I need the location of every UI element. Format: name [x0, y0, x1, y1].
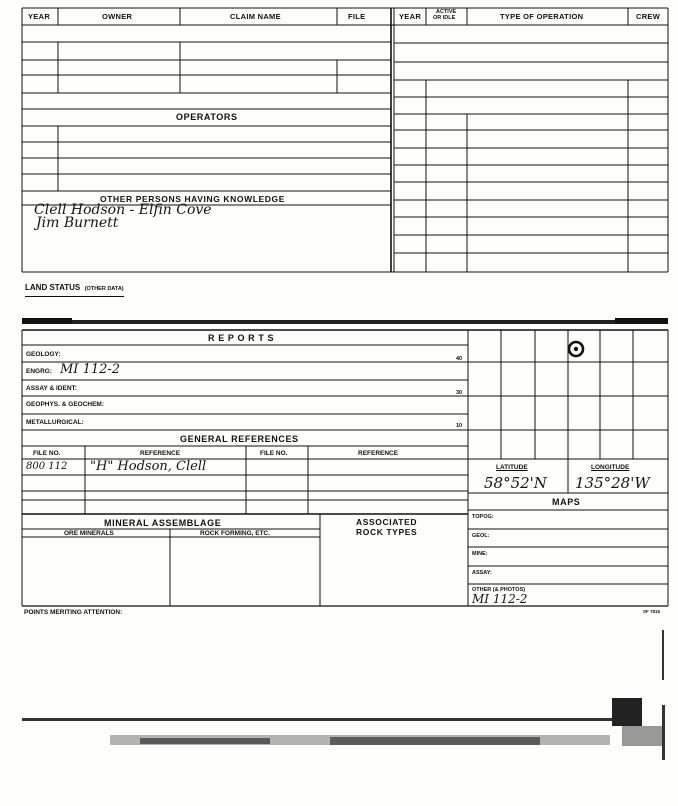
longitude-value: 135°28'W — [575, 474, 650, 492]
geology-label: GEOLOGY: — [26, 351, 61, 358]
reports-num-30: 30 — [456, 390, 463, 396]
operators-title: OPERATORS — [176, 112, 238, 122]
col-reference-2: REFERENCE — [358, 450, 399, 457]
maps-other-value: MI 112-2 — [472, 592, 528, 606]
col-header-claim-name: CLAIM NAME — [230, 12, 281, 21]
maps-other: OTHER (& PHOTOS) — [472, 587, 526, 593]
other-persons-entry-1: Clell Hodson - Elfin Cove — [34, 202, 212, 218]
col-rock-forming: ROCK FORMING, ETC. — [200, 530, 271, 537]
col-reference: REFERENCE — [140, 450, 181, 457]
maps-mine: MINE: — [472, 551, 488, 557]
longitude-label: LONGITUDE — [591, 464, 630, 471]
other-persons-entry-2: Jim Burnett — [36, 215, 119, 231]
col-header-year: YEAR — [28, 12, 51, 21]
col-header-file: FILE — [348, 12, 366, 21]
maps-assay: ASSAY: — [472, 570, 492, 576]
associated-rock-types-line-1: ASSOCIATED — [356, 517, 418, 527]
col-ore-minerals: ORE MINERALS — [64, 530, 114, 537]
col-file-no-2: FILE NO. — [260, 450, 288, 457]
land-status-sub: (OTHER DATA) — [84, 286, 124, 292]
land-status-label: LAND STATUS — [25, 283, 81, 292]
mineral-assemblage-title: MINERAL ASSEMBLAGE — [104, 518, 222, 528]
latitude-label: LATITUDE — [496, 464, 528, 471]
points-meriting-attention: POINTS MERITING ATTENTION: — [24, 609, 123, 616]
reference-row-1-file: 800 112 — [26, 461, 68, 472]
maps-geol: GEOL: — [472, 533, 490, 539]
col-header-owner: OWNER — [102, 12, 133, 21]
metallurgical-label: METALLURGICAL: — [26, 419, 84, 426]
reports-num-10: 10 — [456, 423, 463, 429]
col-header-type-of-operation: TYPE OF OPERATION — [500, 12, 584, 21]
col-header-crew: CREW — [636, 12, 661, 21]
latitude-value: 58°52'N — [484, 474, 547, 492]
col-header-active: ACTIVE — [436, 9, 457, 15]
col-file-no: FILE NO. — [33, 450, 61, 457]
reference-row-1-text: "H" Hodson, Clell — [90, 459, 207, 474]
col-header-year-2: YEAR — [399, 12, 422, 21]
col-header-or-idle: OR IDLE — [433, 15, 456, 21]
land-status — [25, 277, 124, 297]
engrg-value: MI 112-2 — [60, 362, 121, 377]
general-references-title: GENERAL REFERENCES — [180, 434, 299, 444]
geophys-label: GEOPHYS. & GEOCHEM: — [26, 401, 105, 408]
engrg-label: ENGRG: — [26, 368, 52, 375]
maps-title: MAPS — [552, 497, 581, 507]
associated-rock-types-line-2: ROCK TYPES — [356, 527, 418, 537]
assay-label: ASSAY & IDENT: — [26, 385, 77, 392]
maps-topog: TOPOG: — [472, 514, 494, 520]
reports-num-40: 40 — [456, 356, 463, 362]
reports-title: R E P O R T S — [208, 333, 275, 343]
form-number: SF 7815 — [643, 609, 661, 614]
other-persons-title: OTHER PERSONS HAVING KNOWLEDGE — [100, 194, 286, 204]
